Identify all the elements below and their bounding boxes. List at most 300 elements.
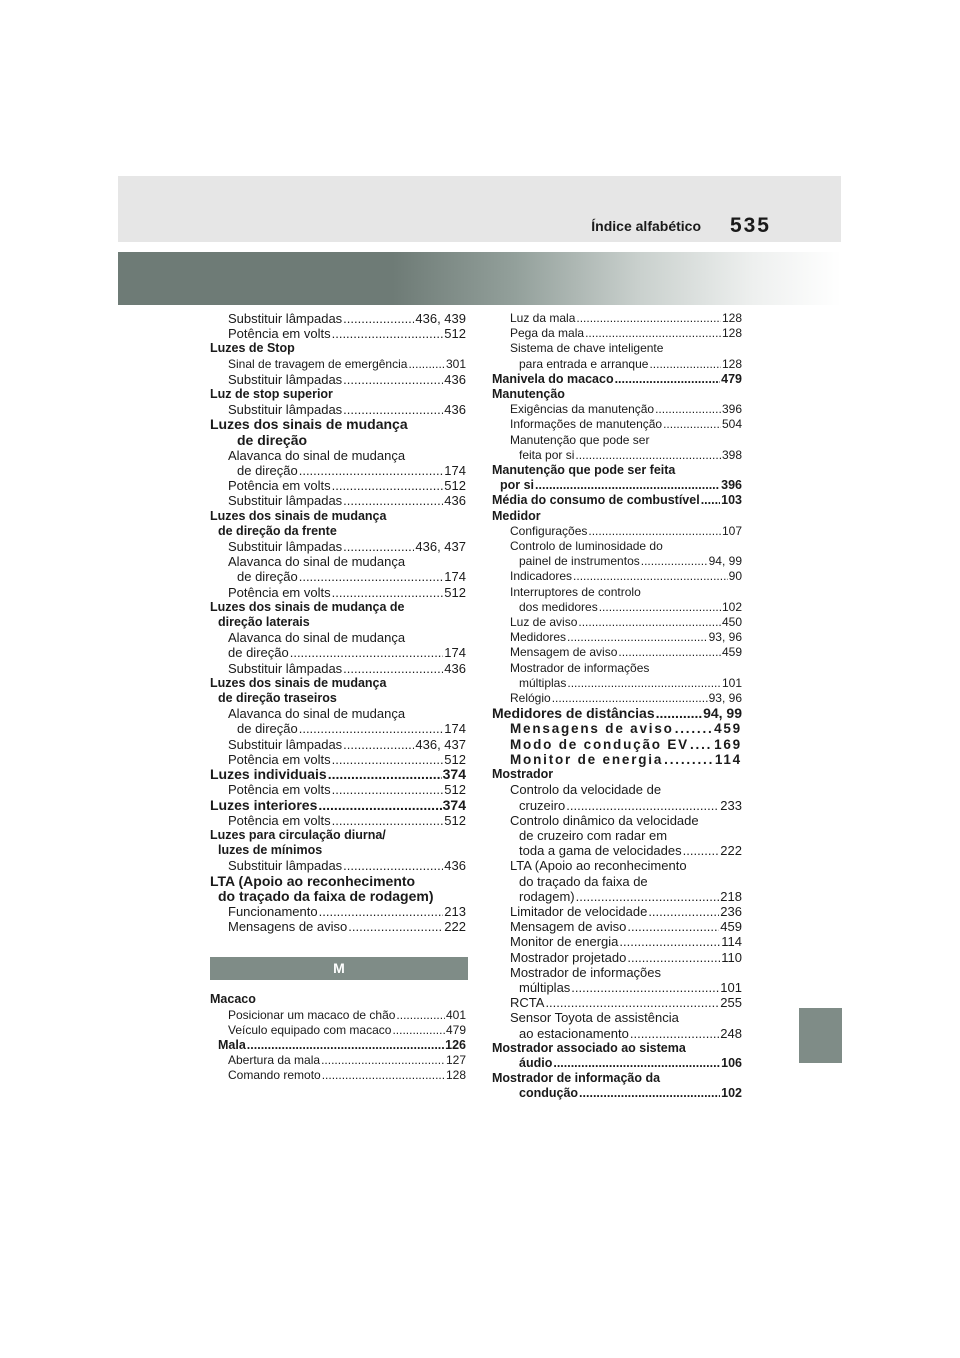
entry-page-ref: 459: [720, 919, 742, 935]
dot-leader: [588, 524, 721, 539]
index-entry: [492, 357, 742, 372]
index-entry: [492, 341, 742, 356]
index-entry: [210, 585, 466, 600]
dot-leader: [655, 402, 721, 417]
entry-term: Média do consumo de combustível: [492, 493, 700, 508]
dot-leader: [535, 478, 720, 493]
index-entry: [492, 828, 742, 843]
entry-term: Indicadores: [510, 569, 573, 584]
entry-term: Substituir lâmpadas: [228, 660, 343, 676]
index-entry: [210, 782, 466, 797]
entry-term: Limitador de velocidade: [510, 903, 648, 919]
entry-page-ref: 450: [721, 615, 742, 630]
dot-leader: [332, 585, 444, 600]
entry-term: Manutenção que pode ser: [510, 432, 650, 447]
entry-page-ref: 222: [720, 843, 742, 859]
entry-page-ref: 93, 96: [708, 691, 742, 706]
index-entry: [492, 569, 742, 584]
entry-term: para entrada e arranque: [519, 356, 649, 371]
entry-term: Mostrador de informações: [510, 660, 650, 675]
index-entry: [210, 767, 466, 782]
section-thumb-tab: [799, 1008, 842, 1063]
entry-term: dos medidores: [519, 599, 598, 614]
entry-term: feita por si: [519, 447, 575, 462]
index-entry: [210, 706, 466, 721]
entry-page-ref: 512: [444, 751, 466, 767]
index-entry: [210, 813, 466, 828]
index-entry: [210, 311, 466, 326]
entry-page-ref: 174: [444, 569, 466, 585]
entry-page-ref: 436: [444, 660, 466, 676]
index-entry: [210, 554, 466, 569]
decorative-band: [118, 252, 841, 305]
index-entry: [210, 357, 466, 372]
dot-leader: [348, 919, 443, 934]
entry-page-ref: 213: [444, 903, 466, 919]
entry-term: Mostrador associado ao sistema: [492, 1040, 686, 1055]
dot-leader: [576, 311, 721, 326]
entry-term: Mensagem de aviso: [510, 919, 627, 935]
dot-leader: [575, 448, 721, 463]
entry-term: Macaco: [210, 992, 256, 1007]
entry-term: Luzes dos sinais de mudança: [210, 416, 408, 433]
entry-page-ref: 396: [721, 402, 742, 417]
entry-page-ref: 374: [442, 796, 466, 813]
index-entry: [492, 858, 742, 873]
dot-leader: [299, 721, 444, 736]
entry-term: Controlo da velocidade de: [510, 782, 662, 798]
dot-leader: [332, 813, 444, 828]
dot-leader: [392, 1023, 445, 1038]
index-entry: [492, 691, 742, 706]
index-entry: [210, 874, 466, 889]
dot-leader: [343, 858, 443, 873]
index-entry: [492, 889, 742, 904]
index-entry: [210, 630, 466, 645]
index-entry: [492, 417, 742, 432]
entry-term: Medidor: [492, 508, 541, 523]
entry-term: Substituir lâmpadas: [228, 402, 343, 418]
index-entry: [492, 661, 742, 676]
index-entry: [492, 585, 742, 600]
entry-page-ref: 396: [721, 478, 742, 493]
entry-term: Mala: [218, 1037, 246, 1052]
index-entry: [210, 1053, 466, 1068]
dot-leader: [332, 782, 444, 797]
index-entry: [210, 326, 466, 341]
entry-page-ref: 222: [444, 919, 466, 935]
entry-page-ref: 512: [444, 478, 466, 494]
entry-page-ref: 436, 439: [415, 311, 466, 326]
entry-page-ref: 248: [720, 1025, 742, 1041]
index-entry: [492, 843, 742, 858]
entry-term: Potência em volts: [228, 478, 331, 494]
dot-leader: [701, 493, 720, 508]
index-entry: [210, 858, 466, 873]
index-entry: [210, 615, 466, 630]
index-entry: [492, 995, 742, 1010]
entry-term: Luz de aviso: [510, 615, 578, 630]
index-entry: [210, 828, 466, 843]
entry-page-ref: 128: [721, 356, 742, 371]
index-entry: [210, 478, 466, 493]
dot-leader: [627, 919, 719, 934]
dot-leader: [683, 843, 720, 858]
entry-page-ref: 114: [714, 751, 742, 767]
index-entry: [492, 782, 742, 797]
dot-leader: [585, 326, 721, 341]
index-entry: [492, 554, 742, 569]
entry-term: rodagem): [519, 888, 575, 904]
index-entry: [210, 992, 466, 1007]
index-entry: [492, 980, 742, 995]
index-entry: [492, 645, 742, 660]
index-entry: [210, 402, 466, 417]
dot-leader: [627, 950, 720, 965]
entry-term: Potência em volts: [228, 326, 331, 342]
index-entry: [210, 1008, 466, 1023]
entry-page-ref: 101: [720, 979, 742, 995]
entry-page-ref: 301: [445, 356, 466, 371]
index-entry: [210, 645, 466, 660]
page-number: 535: [729, 214, 771, 237]
entry-term: áudio: [519, 1055, 553, 1070]
entry-term: Sistema de chave inteligente: [510, 341, 664, 356]
entry-term: Controlo dinâmico da velocidade: [510, 812, 699, 828]
entry-term: Luzes de Stop: [210, 341, 295, 356]
index-entry: [492, 1010, 742, 1025]
entry-term: Abertura da mala: [228, 1053, 321, 1068]
index-entry: [492, 919, 742, 934]
entry-term: Alavanca do sinal de mudança: [228, 630, 406, 646]
index-entry: [492, 1041, 742, 1056]
index-entry: [492, 448, 742, 463]
index-entry: [210, 372, 466, 387]
entry-term: de direção traseiros: [218, 691, 337, 706]
index-entry: [492, 752, 742, 767]
entry-term: múltiplas: [519, 979, 571, 995]
index-entry: [492, 463, 742, 478]
entry-term: Luz de stop superior: [210, 387, 333, 402]
index-entry: [492, 1071, 742, 1086]
index-entry: [492, 372, 742, 387]
dot-leader: [396, 1008, 445, 1023]
entry-term: Potência em volts: [228, 812, 331, 828]
entry-page-ref: 512: [444, 326, 466, 342]
entry-term: Substituir lâmpadas: [228, 858, 343, 874]
entry-term: Mensagem de aviso: [510, 645, 618, 660]
index-entry: [210, 691, 466, 706]
index-entry: [492, 904, 742, 919]
index-entry: [210, 1068, 466, 1083]
entry-page-ref: 174: [444, 721, 466, 737]
page-header: [118, 176, 841, 242]
entry-term: Alavanca do sinal de mudança: [228, 706, 406, 722]
entry-page-ref: 512: [444, 584, 466, 600]
dot-leader: [332, 326, 444, 341]
entry-page-ref: 107: [721, 523, 742, 538]
dot-leader: [318, 798, 441, 813]
entry-term: Mensagens de aviso: [510, 721, 674, 737]
entry-term: do traçado da faixa de: [519, 873, 648, 889]
index-entry: [492, 1026, 742, 1041]
entry-term: luzes de mínimos: [218, 843, 323, 858]
entry-page-ref: 236: [720, 903, 742, 919]
index-entry: [492, 1056, 742, 1071]
dot-leader: [576, 889, 720, 904]
entry-term: Alavanca do sinal de mudança: [228, 447, 406, 463]
entry-term: Mostrador: [492, 767, 554, 782]
entry-term: Relógio: [510, 691, 551, 706]
entry-page-ref: 127: [445, 1053, 466, 1068]
entry-term: Posicionar um macaco de chão: [228, 1007, 396, 1022]
entry-page-ref: 398: [721, 447, 742, 462]
entry-page-ref: 459: [714, 721, 742, 737]
left-column: [210, 311, 466, 1084]
entry-term: Funcionamento: [228, 903, 318, 919]
index-entry: [492, 767, 742, 782]
entry-page-ref: 436: [444, 493, 466, 509]
dot-leader: [343, 737, 414, 752]
dot-leader: [321, 1053, 445, 1068]
entry-page-ref: 128: [721, 326, 742, 341]
dot-leader: [553, 1056, 720, 1071]
dot-leader: [618, 645, 721, 660]
dot-leader: [343, 493, 443, 508]
section-letter-bar: M: [210, 957, 468, 980]
index-entry: [492, 706, 742, 721]
entry-term: Exigências da manutenção: [510, 402, 655, 417]
index-entry: [492, 950, 742, 965]
entry-term: Configurações: [510, 523, 588, 538]
entry-page-ref: 218: [720, 888, 742, 904]
entry-term: Manutenção: [492, 387, 565, 402]
dot-leader: [343, 661, 443, 676]
entry-term: Substituir lâmpadas: [228, 736, 343, 752]
dot-leader: [290, 645, 444, 660]
entry-term: Substituir lâmpadas: [228, 539, 343, 555]
entry-page-ref: 512: [444, 812, 466, 828]
index-entry: [492, 813, 742, 828]
entry-term: Monitor de energia: [510, 934, 619, 950]
entry-page-ref: 436: [444, 858, 466, 874]
dot-leader: [641, 554, 708, 569]
dot-leader: [664, 752, 714, 767]
index-entry: [210, 569, 466, 584]
dot-leader: [545, 995, 719, 1010]
dot-leader: [247, 1038, 444, 1053]
entry-page-ref: 128: [721, 311, 742, 325]
index-entry: [210, 341, 466, 356]
entry-page-ref: 106: [721, 1055, 742, 1070]
entry-term: Luzes dos sinais de mudança de: [210, 599, 405, 614]
index-entry: [492, 387, 742, 402]
entry-term: Monitor de energia: [510, 751, 664, 767]
entry-page-ref: 512: [444, 782, 466, 798]
entry-term: Potência em volts: [228, 751, 331, 767]
dot-leader: [663, 417, 721, 432]
entry-term: Medidores: [510, 630, 567, 645]
dot-leader: [571, 980, 719, 995]
index-entry: [210, 493, 466, 508]
entry-term: Manutenção que pode ser feita: [492, 463, 676, 478]
entry-term: direção laterais: [218, 615, 310, 630]
index-entry: [492, 737, 742, 752]
header-title: Índice alfabético: [591, 218, 701, 234]
entry-page-ref: 401: [445, 1007, 466, 1022]
index-entry: [210, 661, 466, 676]
index-entry: [210, 752, 466, 767]
entry-term: Luzes interiores: [210, 796, 318, 813]
index-entry: [210, 919, 466, 934]
dot-leader: [579, 1086, 720, 1101]
entry-page-ref: 174: [444, 645, 466, 661]
index-entry: [210, 798, 466, 813]
dot-leader: [299, 569, 444, 584]
entry-term: RCTA: [510, 995, 545, 1011]
index-entry: [210, 509, 466, 524]
entry-term: Substituir lâmpadas: [228, 493, 343, 509]
entry-term: condução: [519, 1086, 579, 1101]
dot-leader: [343, 372, 443, 387]
entry-page-ref: 479: [445, 1022, 466, 1037]
dot-leader: [332, 752, 444, 767]
entry-page-ref: 93, 96: [708, 630, 742, 645]
dot-leader: [630, 1026, 719, 1041]
entry-page-ref: 126: [445, 1037, 466, 1052]
entry-term: Pega da mala: [510, 326, 585, 341]
entry-term: Manivela do macaco: [492, 371, 614, 386]
entry-term: Luzes individuais: [210, 766, 327, 783]
index-entry: [492, 326, 742, 341]
entry-page-ref: 255: [720, 995, 742, 1011]
dot-leader: [567, 676, 721, 691]
index-entry: [492, 1086, 742, 1101]
entry-page-ref: 94, 99: [708, 554, 742, 569]
right-entries: [492, 311, 742, 1102]
entry-page-ref: 436, 437: [415, 736, 466, 752]
right-column: [492, 311, 742, 1102]
entry-page-ref: 114: [721, 934, 742, 950]
index-entry: [210, 737, 466, 752]
entry-term: por si: [500, 478, 535, 493]
entry-term: Sinal de travagem de emergência: [228, 356, 408, 371]
entry-term: Luzes dos sinais de mudança: [210, 675, 387, 690]
entry-term: Potência em volts: [228, 584, 331, 600]
index-entry: [210, 524, 466, 539]
entry-term: Alavanca do sinal de mudança: [228, 554, 406, 570]
index-entry: [492, 874, 742, 889]
index-entry: [492, 965, 742, 980]
entry-page-ref: 459: [721, 645, 742, 660]
entry-term: de direção: [237, 721, 298, 737]
entry-term: de direção: [237, 463, 298, 479]
entry-term: de direção da frente: [218, 523, 337, 538]
entry-page-ref: 102: [721, 1086, 742, 1101]
index-entry: [210, 721, 466, 736]
dot-leader: [567, 630, 708, 645]
entry-term: do traçado da faixa de rodagem): [218, 887, 434, 904]
dot-leader: [343, 539, 414, 554]
entry-term: Controlo de luminosidade do: [510, 539, 663, 554]
entry-term: Luz da mala: [510, 311, 576, 325]
index-entry: [210, 676, 466, 691]
index-entry: [210, 889, 466, 904]
entry-term: LTA (Apoio ao reconhecimento: [510, 858, 687, 874]
entry-term: cruzeiro: [519, 797, 566, 813]
dot-leader: [332, 478, 444, 493]
entry-term: Informações de manutenção: [510, 417, 663, 432]
index-entry: [210, 417, 466, 432]
entry-page-ref: 128: [445, 1068, 466, 1083]
index-entry: [210, 448, 466, 463]
entry-term: Luzes dos sinais de mudança: [210, 508, 387, 523]
entry-page-ref: 233: [720, 797, 742, 813]
entry-term: Interruptores de controlo: [510, 584, 641, 599]
entry-page-ref: 169: [714, 736, 742, 752]
entry-term: Mostrador de informações: [510, 964, 662, 980]
index-entry: [492, 433, 742, 448]
index-entry: [210, 843, 466, 858]
entry-term: de cruzeiro com radar em: [519, 827, 668, 843]
entry-term: LTA (Apoio ao reconhecimento: [210, 872, 416, 889]
entry-page-ref: 103: [721, 493, 742, 508]
entry-term: painel de instrumentos: [519, 554, 640, 569]
dot-leader: [573, 569, 728, 584]
index-entry: [492, 676, 742, 691]
dot-leader: [578, 615, 721, 630]
index-entry: [492, 539, 742, 554]
index-entry: [210, 904, 466, 919]
dot-leader: [343, 402, 443, 417]
index-entry: [492, 493, 742, 508]
index-entry: [210, 600, 466, 615]
index-entry: [210, 433, 466, 448]
entry-page-ref: 110: [721, 949, 742, 965]
entry-term: Luzes para circulação diurna/: [210, 827, 386, 842]
index-entry: [492, 600, 742, 615]
entry-term: de direção: [237, 569, 298, 585]
entry-term: de direção: [237, 431, 308, 448]
dot-leader: [319, 904, 444, 919]
index-entry: [492, 934, 742, 949]
entry-term: Modo de condução EV: [510, 736, 689, 752]
index-entry: [210, 1023, 466, 1038]
index-entry: [492, 311, 742, 326]
dot-leader: [615, 372, 721, 387]
entry-page-ref: 436: [444, 371, 466, 387]
dot-leader: [656, 706, 702, 721]
index-entry: [492, 478, 742, 493]
entry-page-ref: 94, 99: [703, 705, 742, 722]
entry-page-ref: 479: [721, 371, 742, 386]
dot-leader: [649, 357, 721, 372]
dot-leader: [328, 767, 442, 782]
entry-term: Mostrador projetado: [510, 949, 627, 965]
entry-page-ref: 174: [444, 463, 466, 479]
index-entry: [210, 539, 466, 554]
dot-leader: [690, 737, 713, 752]
entry-term: Veículo equipado com macaco: [228, 1022, 392, 1037]
index-entry: [492, 798, 742, 813]
entry-page-ref: 436, 437: [415, 539, 466, 555]
index-entry: [492, 615, 742, 630]
entry-term: ao estacionamento: [519, 1025, 629, 1041]
dot-leader: [599, 600, 721, 615]
index-entry: [492, 630, 742, 645]
index-entry: [492, 524, 742, 539]
dot-leader: [566, 798, 719, 813]
